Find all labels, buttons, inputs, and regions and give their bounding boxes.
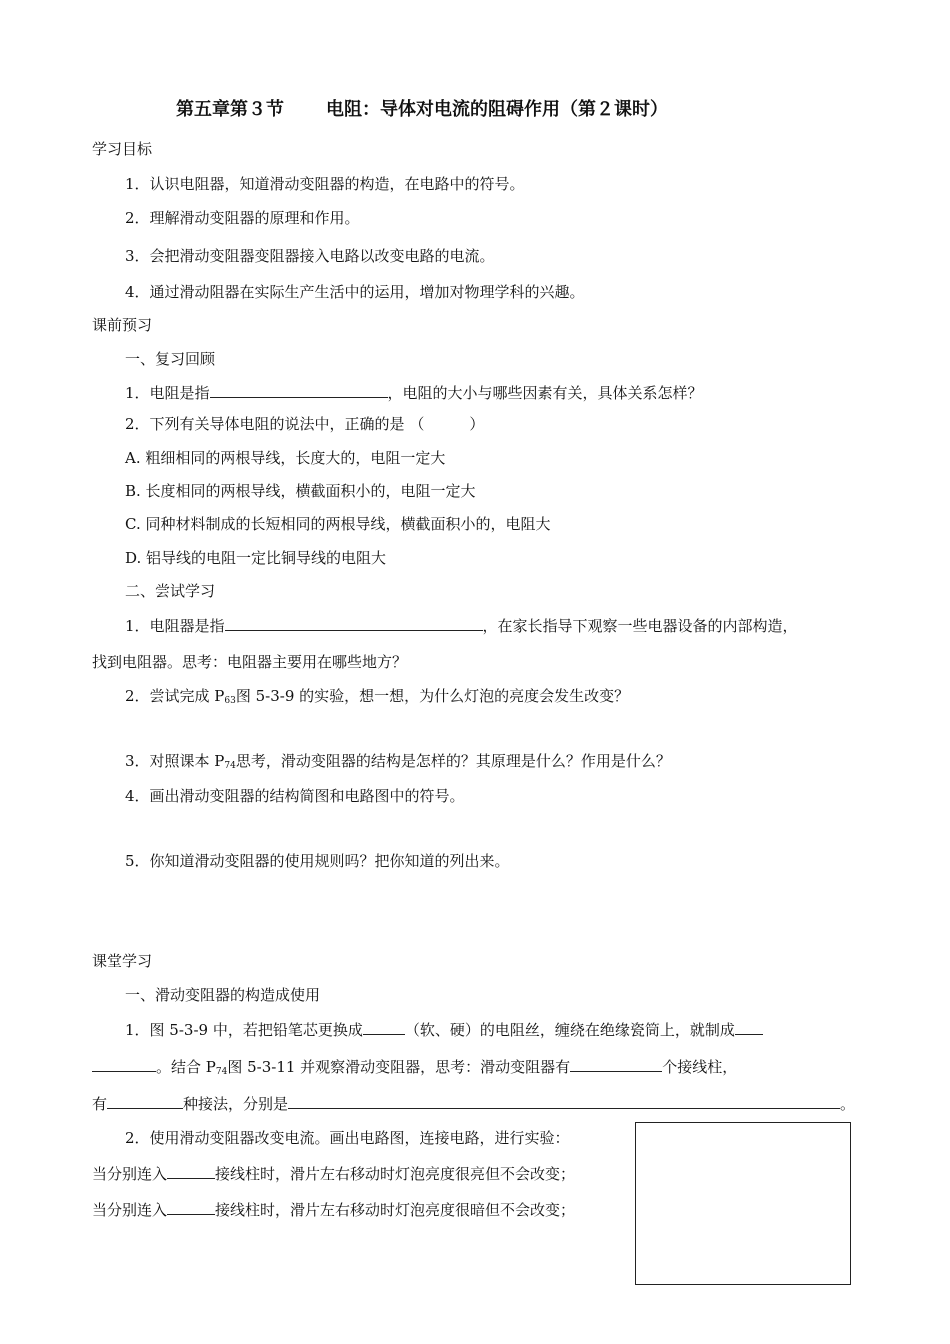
review-heading: 一、复习回顾 xyxy=(125,350,216,368)
review-question-2: 2．下列有关导体电阻的说法中，正确的是 （ ） xyxy=(125,415,485,433)
blank-line[interactable] xyxy=(363,1019,405,1035)
blank-line[interactable] xyxy=(167,1199,215,1215)
option-b: B. 长度相同的两根导线，横截面积小的，电阻一定大 xyxy=(125,482,476,500)
goal-item: 4．通过滑动阻器在实际生产生活中的运用，增加对物理学科的兴趣。 xyxy=(125,283,585,301)
trial-heading: 二、尝试学习 xyxy=(125,582,216,600)
goal-item: 3．会把滑动变阻器变阻器接入电路以改变电路的电流。 xyxy=(125,247,495,265)
blank-line[interactable] xyxy=(225,615,483,631)
blank-line[interactable] xyxy=(735,1019,763,1035)
trial-question-1-cont: 找到电阻器。思考：电阻器主要用在哪些地方？ xyxy=(92,653,408,671)
preview-heading: 课前预习 xyxy=(92,316,153,334)
option-d: D. 铝导线的电阻一定比铜导线的电阻大 xyxy=(125,549,387,567)
lesson-title: 电阻：导体对电流的阻碍作用（第２课时） xyxy=(326,99,668,120)
classroom-heading: 课堂学习 xyxy=(92,952,153,970)
classroom-question-1: 1．图 5-3-9 中，若把铅笔芯更换成 （软、硬）的电阻丝，缠绕在绝缘瓷筒上，就制成 xyxy=(125,1019,763,1040)
classroom-question-1-cont2: 有 种接法，分别是 。 xyxy=(92,1095,856,1113)
trial-question-4: 4．画出滑动变阻器的结构简图和电路图中的符号。 xyxy=(125,787,465,805)
option-a: A. 粗细相同的两根导线，长度大的，电阻一定大 xyxy=(125,449,446,467)
classroom-question-2: 2．使用滑动变阻器改变电流。画出电路图，连接电路，进行实验： xyxy=(125,1129,570,1147)
blank-line[interactable] xyxy=(92,1056,156,1072)
classroom-subheading: 一、滑动变阻器的构造成使用 xyxy=(125,986,321,1004)
goal-item: 2．理解滑动变阻器的原理和作用。 xyxy=(125,209,360,227)
blank-line[interactable] xyxy=(107,1093,183,1109)
goal-item: 1．认识电阻器，知道滑动变阻器的构造，在电路中的符号。 xyxy=(125,175,525,193)
trial-question-1: 1．电阻器是指 ，在家长指导下观察一些电器设备的内部构造， xyxy=(125,617,798,635)
classroom-line-3: 当分别连入 接线柱时，滑片左右移动时灯泡亮度很亮但不会改变； xyxy=(92,1165,576,1183)
option-c: C. 同种材料制成的长短相同的两根导线，横截面积小的，电阻大 xyxy=(125,515,551,533)
chapter-section: 第五章第３节 xyxy=(176,99,284,120)
trial-question-3: 3．对照课本 $P_{74}$思考，滑动变阻器的结构是怎样的？其原理是什么？作用是什么？ xyxy=(125,752,671,771)
blank-line[interactable] xyxy=(288,1093,840,1109)
circuit-drawing-box[interactable] xyxy=(635,1122,851,1285)
blank-line[interactable] xyxy=(167,1163,215,1179)
blank-line[interactable] xyxy=(570,1056,662,1072)
classroom-line-4: 当分别连入 接线柱时，滑片左右移动时灯泡亮度很暗但不会改变； xyxy=(92,1201,576,1219)
blank-line[interactable] xyxy=(210,382,388,398)
trial-question-2: 2．尝试完成 $P_{63}$图 5-3-9 的实验，想一想，为什么灯泡的亮度会发生改变？ xyxy=(125,687,630,706)
page-title xyxy=(176,100,668,120)
classroom-question-1-cont: 。结合 $P_{74}$图 5-3-11 并观察滑动变阻器，思考：滑动变阻器有 个接线柱， xyxy=(92,1056,737,1082)
goals-heading: 学习目标 xyxy=(92,140,153,158)
review-question-1: 1．电阻是指 ，电阻的大小与哪些因素有关，具体关系怎样？ xyxy=(125,384,703,402)
trial-question-5: 5．你知道滑动变阻器的使用规则吗？把你知道的列出来。 xyxy=(125,852,510,870)
